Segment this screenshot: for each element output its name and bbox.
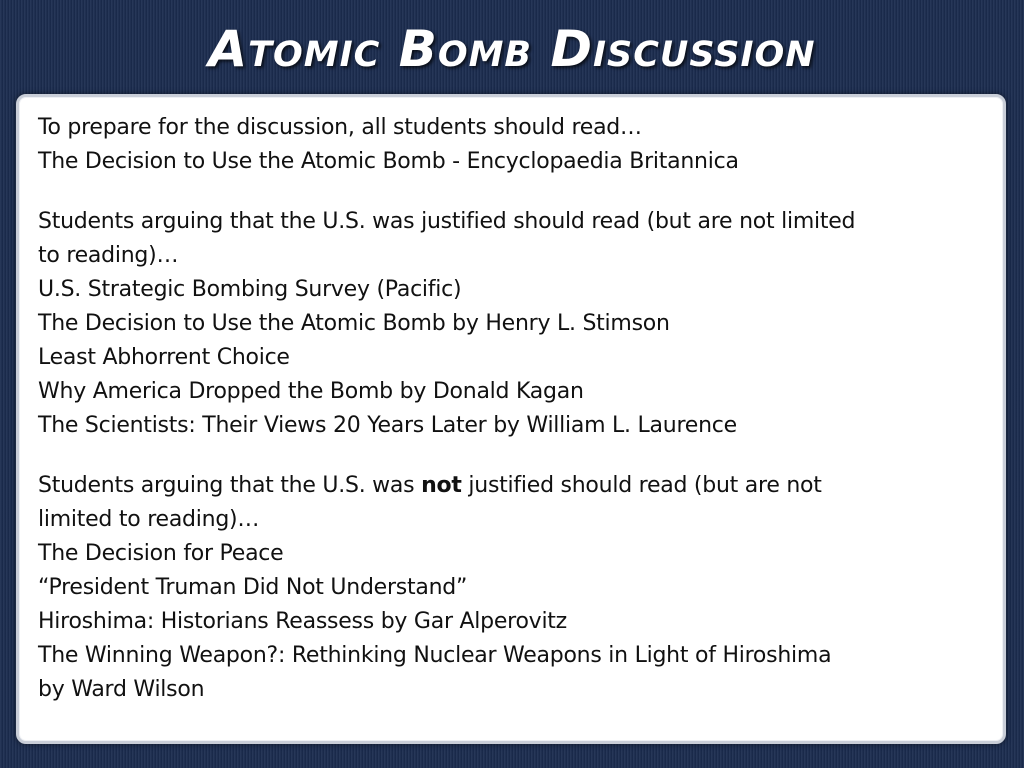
not-justified-lead-continued: limited to reading)… xyxy=(38,507,260,532)
reading-link-alperovitz[interactable]: Hiroshima: Historians Reassess by Gar Alperovitz xyxy=(38,609,567,634)
reading-link-winning-weapon-author[interactable]: by Ward Wilson xyxy=(38,677,205,702)
not-justified-lead xyxy=(38,469,987,503)
justified-section xyxy=(38,205,987,443)
reading-link-bombing-survey[interactable]: U.S. Strategic Bombing Survey (Pacific) xyxy=(38,277,462,302)
reading-link-britannica[interactable]: The Decision to Use the Atomic Bomb - Encyclopaedia Britannica xyxy=(38,149,739,174)
emphasis-not: not xyxy=(421,473,462,498)
not-justified-section xyxy=(38,469,987,707)
not-justified-lead-start: Students arguing that the U.S. was xyxy=(38,473,422,498)
not-justified-lead-end: justified should read (but are not xyxy=(461,473,822,498)
slide-title: Atomic Bomb Discussion xyxy=(208,20,816,78)
reading-link-least-abhorrent[interactable]: Least Abhorrent Choice xyxy=(38,345,290,370)
intro-lead: To prepare for the discussion, all students should read… xyxy=(38,115,642,140)
reading-link-stimson[interactable]: The Decision to Use the Atomic Bomb by Henry L. Stimson xyxy=(38,311,670,336)
intro-section xyxy=(38,111,987,179)
justified-lead-continued: to reading)… xyxy=(38,243,179,268)
justified-lead: Students arguing that the U.S. was justified should read (but are not limited xyxy=(38,209,856,234)
reading-link-decision-for-peace[interactable]: The Decision for Peace xyxy=(38,541,284,566)
reading-link-truman[interactable]: “President Truman Did Not Understand” xyxy=(38,575,468,600)
reading-link-winning-weapon[interactable]: The Winning Weapon?: Rethinking Nuclear Weapons in Light of Hiroshima xyxy=(38,643,832,668)
content-panel xyxy=(16,94,1006,744)
reading-link-kagan[interactable]: Why America Dropped the Bomb by Donald Kagan xyxy=(38,379,584,404)
reading-link-laurence[interactable]: The Scientists: Their Views 20 Years Later by William L. Laurence xyxy=(38,413,737,438)
